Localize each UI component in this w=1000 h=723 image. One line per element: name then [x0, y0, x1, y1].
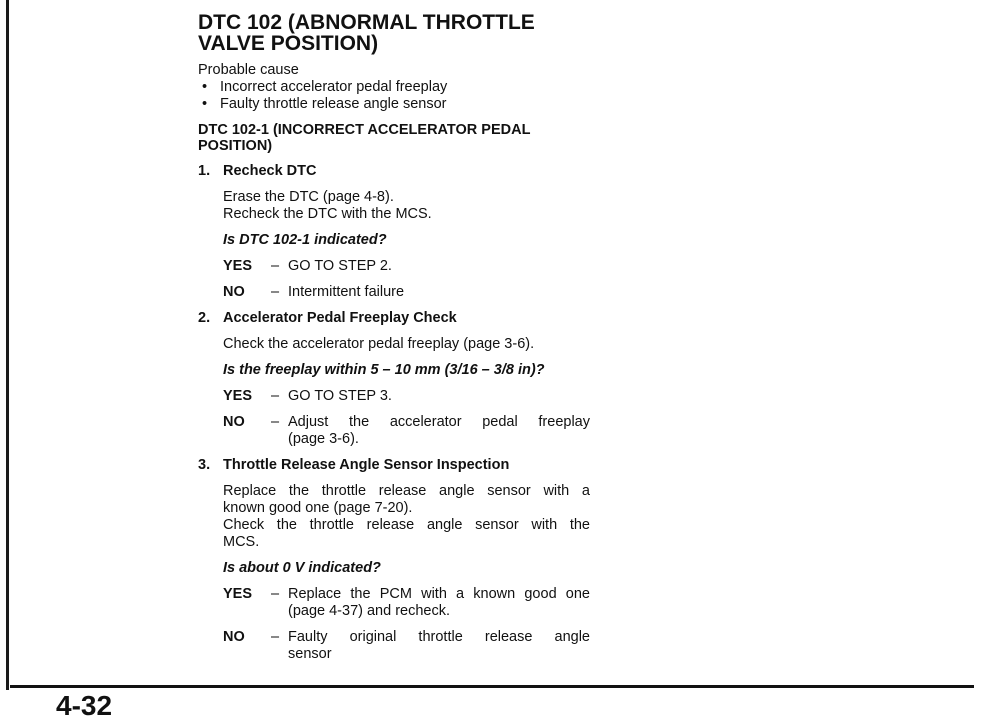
page-title: DTC 102 (ABNORMAL THROTTLE VALVE POSITION) [198, 11, 535, 55]
answer-key: NO [223, 284, 245, 300]
step-2 [198, 310, 590, 448]
step-number: 3. [198, 457, 211, 473]
answer-dash: – [271, 284, 280, 300]
answer-yes [223, 586, 590, 620]
answer-key: YES [223, 586, 253, 602]
answer-yes [223, 258, 590, 275]
answer-yes [223, 388, 590, 405]
step-line: Erase the DTC (page 4-8). [223, 189, 394, 205]
probable-cause-list [198, 79, 590, 113]
answer-key: NO [223, 629, 245, 645]
answer-key: YES [223, 258, 253, 274]
step-line: Recheck the DTC with the MCS. [223, 206, 432, 222]
page-number: 4-32 [56, 690, 113, 721]
probable-cause-label: Probable cause [198, 62, 299, 78]
answer-text: Adjust the accelerator pedal freeplay [288, 414, 590, 430]
answer-text: Intermittent failure [288, 284, 405, 300]
step-line: Check the throttle release angle sensor with the [223, 517, 590, 533]
step-title-text: Throttle Release Angle Sensor Inspection [223, 457, 510, 473]
step-line: Replace the throttle release angle sensor with a [223, 483, 590, 499]
section-subtitle: DTC 102-1 (INCORRECT ACCELERATOR PEDAL POSITION) [198, 122, 531, 154]
step-title-text: Recheck DTC [223, 163, 317, 179]
step-question: Is DTC 102-1 indicated? [223, 232, 387, 248]
cause-item: • Faulty throttle release angle sensor [198, 96, 590, 113]
step-number: 1. [198, 163, 211, 179]
step-1-title [198, 163, 590, 180]
step-line: MCS. [223, 534, 260, 550]
answer-no [223, 629, 590, 663]
answer-dash: – [271, 414, 280, 430]
answer-text: GO TO STEP 2. [288, 258, 392, 274]
step-line: Check the accelerator pedal freeplay (page 3-6). [223, 336, 535, 352]
answer-dash: – [271, 258, 280, 274]
answer-key: YES [223, 388, 253, 404]
answer-text-cont: sensor [288, 646, 332, 662]
answer-text: Replace the PCM with a known good one [288, 586, 590, 602]
step-line: known good one (page 7-20). [223, 500, 413, 516]
answer-text: Faulty original throttle release angle [288, 629, 590, 645]
step-number: 2. [198, 310, 211, 326]
answer-no [223, 284, 590, 301]
cause-item: • Incorrect accelerator pedal freeplay [198, 79, 590, 96]
step-3-title [198, 457, 590, 474]
step-question: Is the freeplay within 5 – 10 mm (3/16 – 3/8 in)? [223, 362, 545, 378]
answer-text-cont: (page 3-6). [288, 431, 359, 447]
left-binding-rule [6, 0, 9, 690]
answer-text-cont: (page 4-37) and recheck. [288, 603, 451, 619]
answer-dash: – [271, 629, 280, 645]
answer-dash: – [271, 586, 280, 602]
step-title-text: Accelerator Pedal Freeplay Check [223, 310, 457, 326]
step-2-title [198, 310, 590, 327]
step-3 [198, 457, 590, 663]
answer-no [223, 414, 590, 448]
footer-rule [10, 685, 974, 688]
step-question: Is about 0 V indicated? [223, 560, 381, 576]
answer-dash: – [271, 388, 280, 404]
answer-key: NO [223, 414, 245, 430]
step-1 [198, 163, 590, 301]
answer-text: GO TO STEP 3. [288, 388, 392, 404]
document-column [198, 12, 590, 663]
